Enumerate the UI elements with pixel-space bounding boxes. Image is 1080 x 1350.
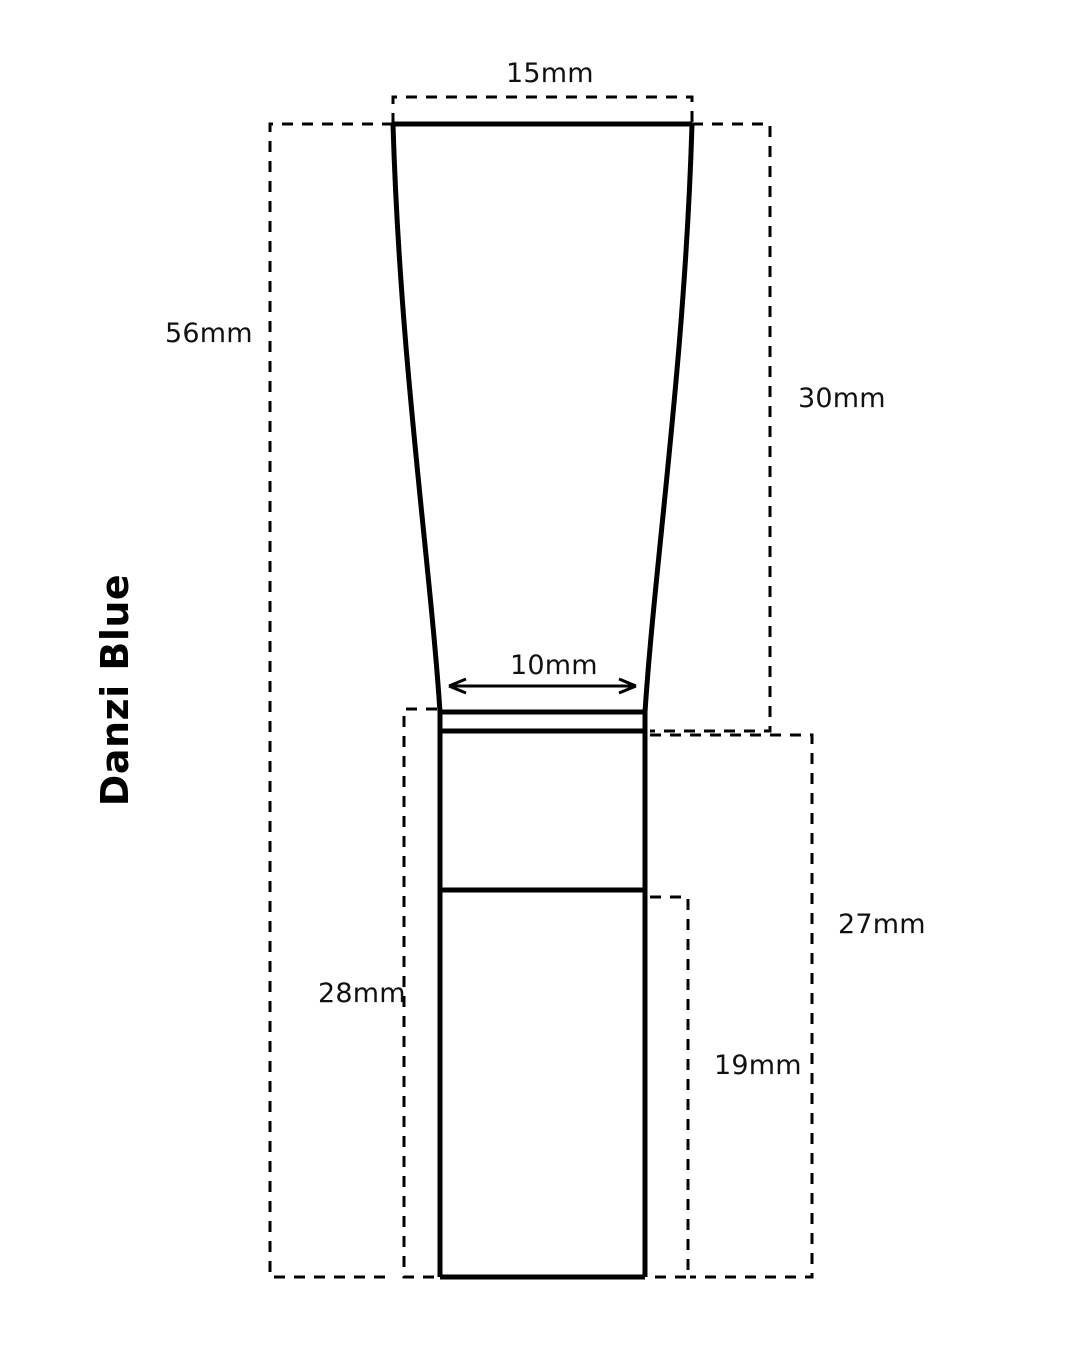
- dimension-27mm: [650, 735, 812, 1277]
- part-outline: [393, 124, 692, 1277]
- dimension-15mm: [393, 97, 692, 124]
- product-name: [0, 540, 230, 840]
- dim-56mm-bracket: [270, 124, 393, 1277]
- dimension-28mm: [404, 709, 437, 1277]
- flare-left-side: [393, 124, 440, 712]
- dimension-label-top-width: 15mm: [506, 58, 594, 89]
- dimension-19mm: [650, 897, 688, 1277]
- dimension-label-neck-width: 10mm: [510, 650, 598, 681]
- dimension-label-cap-length: 19mm: [714, 1050, 802, 1081]
- dim-28mm-bracket: [404, 709, 437, 1277]
- dimension-label-lower-section-length: 27mm: [838, 909, 926, 940]
- dimension-label-overall-upper-length: 56mm: [165, 318, 253, 349]
- dim-30mm-bracket: [650, 124, 770, 731]
- dim-15mm-bracket: [393, 97, 692, 124]
- dimension-56mm: [270, 124, 393, 1277]
- dimension-label-flare-length: 30mm: [798, 383, 886, 414]
- dim-27mm-bracket: [650, 735, 812, 1277]
- flare-right-side: [645, 124, 692, 712]
- dimension-10mm: [449, 679, 636, 693]
- dimension-label-body-length: 28mm: [318, 978, 406, 1009]
- dim-19mm-bracket: [650, 897, 688, 1277]
- product-name-text: Danzi Blue: [93, 573, 137, 807]
- dimension-30mm: [650, 124, 770, 731]
